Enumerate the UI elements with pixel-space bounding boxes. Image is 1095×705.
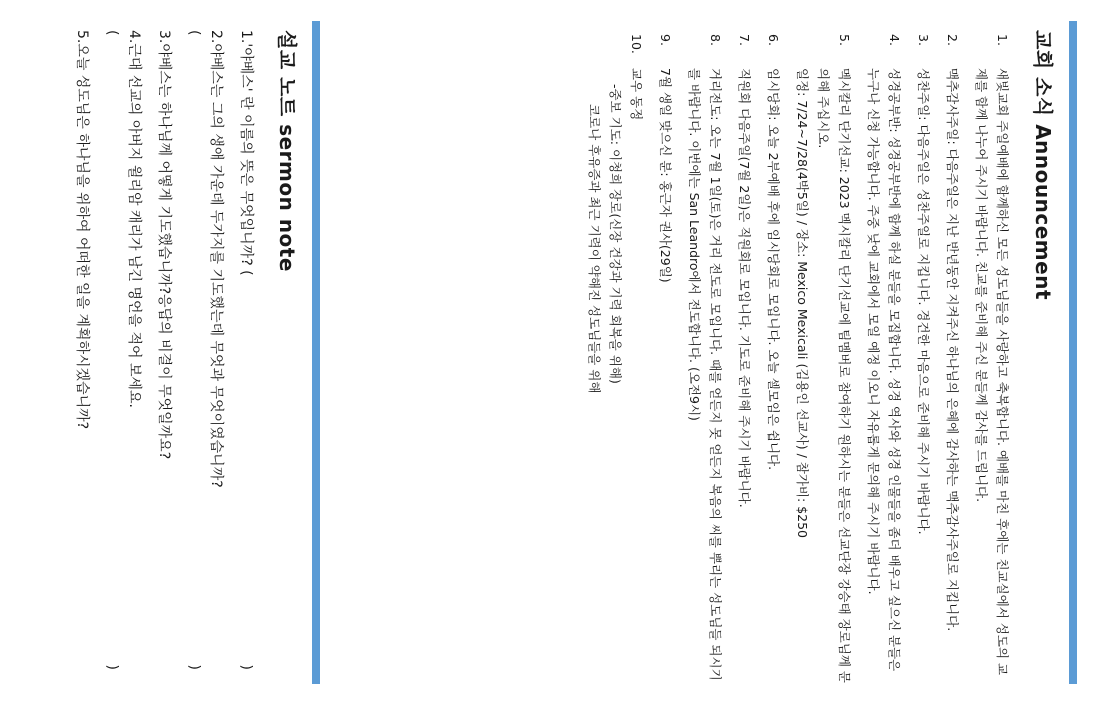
list-item xyxy=(235,30,257,670)
answer-bracket-close: ) xyxy=(186,664,202,670)
question-text: 1.'야베스' 란 이름의 뜻은 무엇입니까? ( xyxy=(238,30,254,276)
list-item xyxy=(101,30,145,670)
item-text: 새빛교회 주일예배에 함께하신 모든 성도님들을 사랑하고 축복합니다. 예배를 마친 후에는 친교실에서 성도의 교제를 함께 나누어 주시기 바랍니다. 친교를 준비해 주신 분들께 감사를 드립니다. xyxy=(974,68,1010,676)
answer-bracket-close: ) xyxy=(238,664,254,670)
list-item xyxy=(71,30,93,670)
list-item xyxy=(734,26,755,686)
item-number: 5. xyxy=(837,34,852,46)
question-text: 2.야베스는 그의 생애 가운데 두가지를 기도했는데 무엇과 무엇이였습니까? xyxy=(208,30,224,488)
sermon-divider-bar xyxy=(312,21,320,684)
item-text: 성찬주일: 다음주일은 성찬주일로 지킵니다. 경건한 마음으로 준비해 주시기 바랍니다. xyxy=(916,68,931,535)
question-text: 4.근대 선교의 아버지 윌리암 캐리가 남긴 명언을 적어 보세요. xyxy=(126,30,142,408)
item-text: 교우 동정 xyxy=(629,68,644,121)
item-number: 9. xyxy=(658,34,673,46)
announcement-title: 교회 소식 Announcement xyxy=(1031,30,1055,301)
announcement-list xyxy=(576,26,1013,686)
answer-bracket-open: ( xyxy=(186,30,202,36)
answer-bracket-close: ) xyxy=(104,664,120,670)
list-item xyxy=(792,26,855,686)
prayer-request-2: 코로나 후유증과 최근 기력이 약해진 성도님들을 위해 xyxy=(587,104,602,394)
list-item xyxy=(153,30,175,670)
list-item xyxy=(971,26,1013,686)
item-text: 거리전도: 오는 7월 1일(토)은 거리 전도로 모입니다. 때를 얻든지 못 얻든지 복음의 씨를 뿌리는 성도님들 되시기를 바랍니다. 이번에는 San Leandro에서 전도합니다. (오전9시) xyxy=(687,68,723,681)
mission-detail: 일정: 7/24~7/28(4박5일) / 장소: Mexico Mexicali (김용인 선교사) / 참가비: $250 xyxy=(795,68,810,539)
sermon-title: 설교 노트 sermon note xyxy=(275,30,299,272)
item-text: 성경공부반: 성경공부반에 함께 하실 분들을 모집합니다. 성경 역사와 성경 인물들을 좀더 배우고 싶으신 분들은 누구나 신청 가능합니다. 주중 낮에 교회에서 모일 예정 이오니 자유롭게 문의해 주시기 바랍니다. xyxy=(866,68,902,672)
prayer-request: -중보 기도: 이청희 장로(신장 건강과 기력 회복을 위해) xyxy=(608,84,623,384)
list-item xyxy=(913,26,934,686)
list-item xyxy=(655,26,676,686)
item-number: 7. xyxy=(737,34,752,46)
list-item xyxy=(942,26,963,686)
list-item xyxy=(584,26,647,686)
item-text: 7월 생일 맞으신 분: 홍근자 권사(29일) xyxy=(658,68,673,283)
item-text: 임시당회: 오늘 2부예배 후에 임시당회로 모입니다. 오늘 셀모임은 쉽니다. xyxy=(766,68,781,471)
item-number: 4. xyxy=(887,34,902,46)
item-text: 멕시칼리 단기선교: 2023 멕시칼리 단기선교에 팀멤버로 참여하기 원하시는 분들은 선교단장 강승태 장로님께 문의해 주십시오. xyxy=(816,68,852,684)
announcement-top-bar xyxy=(1069,21,1077,684)
item-number: 10. xyxy=(629,34,644,54)
list-item xyxy=(183,30,227,670)
list-item xyxy=(684,26,726,686)
answer-bracket-open: ( xyxy=(104,30,120,36)
item-text: 맥추감사주일: 다음주일은 지난 반년동안 지켜주신 하나님의 은혜에 감사하는 맥추감사주일로 지킵니다. xyxy=(945,68,960,632)
sermon-questions xyxy=(63,30,257,670)
item-number: 3. xyxy=(916,34,931,46)
item-number: 8. xyxy=(708,34,723,46)
question-text: 3.야베스는 하나님께 어떻게 기도했습니까?응답의 비결이 무엇일까요? xyxy=(156,30,172,460)
item-number: 1. xyxy=(995,34,1010,46)
list-item xyxy=(763,26,784,686)
item-text: 직원회 다음주일(7월 2일)은 직원회로 모입니다. 기도로 준비해 주시기 바랍니다. xyxy=(737,68,752,508)
question-text: 5.오늘 성도님은 하나님을 위하여 어떠한 일을 계획하시겠습니까? xyxy=(74,30,90,430)
list-item xyxy=(863,26,905,686)
item-number: 2. xyxy=(945,34,960,46)
item-number: 6. xyxy=(766,34,781,46)
